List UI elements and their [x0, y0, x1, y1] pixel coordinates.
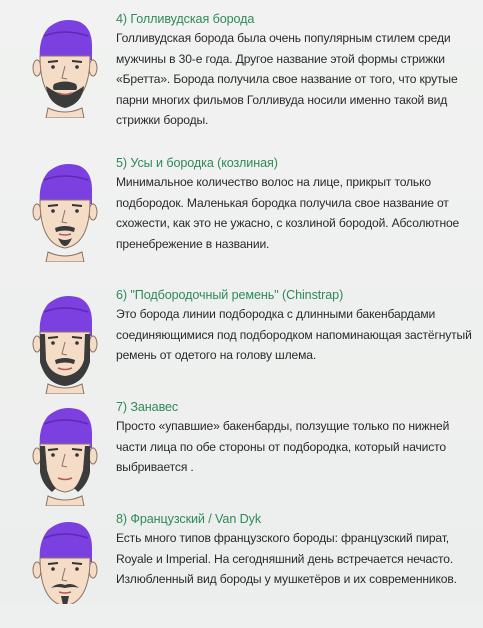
van-dyke-beard-portrait-icon — [18, 508, 110, 604]
entry-description: Есть много типов французского бороды: французский пират, Royale и Imperial. На сегодняшний день встречается нечасто. Излюбленный вид бороды у мушкетёров и их современников. — [116, 531, 457, 586]
hollywood-beard-portrait-icon — [18, 6, 110, 118]
goatee-portrait-icon — [18, 150, 110, 262]
entry-hollywood — [0, 6, 483, 126]
entry-curtain — [0, 394, 483, 514]
chinstrap-portrait-icon — [18, 282, 110, 394]
curtain-beard-portrait-icon — [18, 394, 110, 506]
entry-goatee — [0, 150, 483, 270]
entry-description: Просто «упавшие» бакенбарды, ползущие только по нижней части лица по обе стороны от подбородка, который начисто выбривается . — [116, 419, 450, 474]
entry-chinstrap — [0, 282, 483, 402]
entry-description: Минимальное количество волос на лице, прикрыт только подбородок. Маленькая бородка получила свое название от схожести, как это не ужасно, с козлиной бородой. Абсолютное пренебрежение в названии. — [116, 175, 460, 251]
entry-van-dyke — [0, 508, 483, 628]
entry-heading: 7) Занавес — [116, 400, 179, 414]
entry-heading: 5) Усы и бородка (козлиная) — [116, 156, 278, 170]
entry-heading: 4) Голливудская борода — [116, 12, 255, 26]
entry-description: Это борода линии подбородка с длинными бакенбардами соединяющимися под подбородком напоминающая застёгнутый ремень от одетого на голову шлема. — [116, 307, 472, 362]
entry-description: Голливудская борода была очень популярным стилем среди мужчины в 30-е года. Другое название этой формы стрижки «Бретта». Борода получила свое название от того, что крутые парни многих фильмов Голливуда носили именно такой вид стрижки бороды. — [116, 31, 458, 127]
entry-heading: 8) Французский / Van Dyk — [116, 512, 262, 526]
entry-heading: 6) "Подбородочный ремень" (Chinstrap) — [116, 288, 344, 302]
